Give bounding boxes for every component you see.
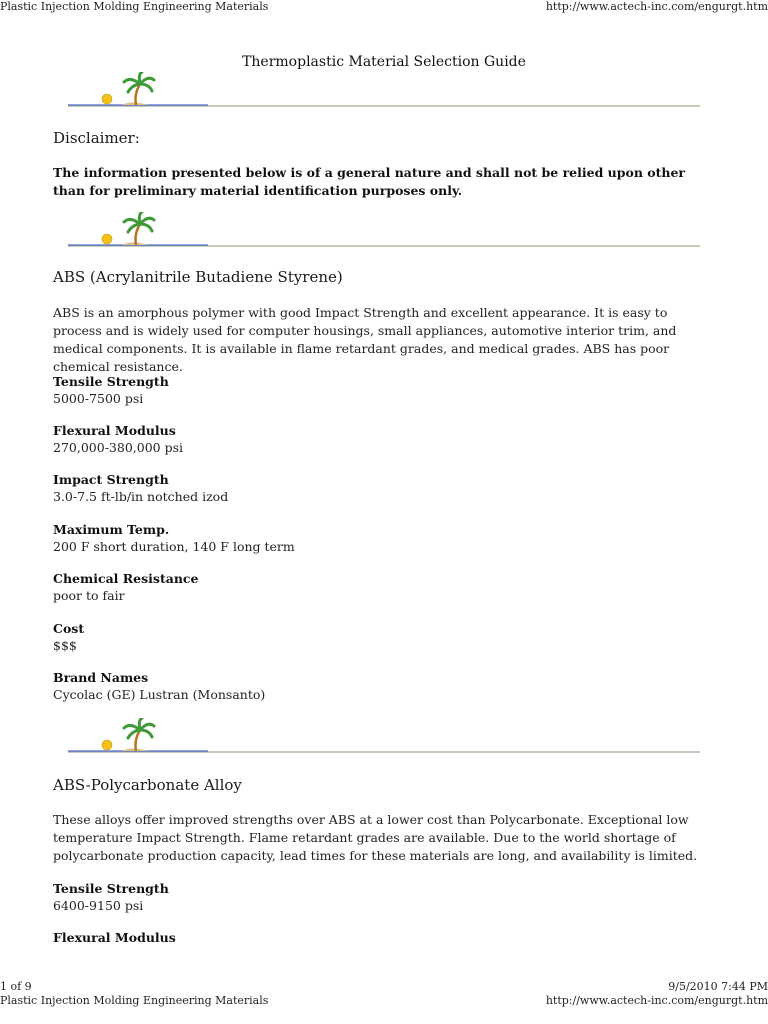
disclaimer-text: The information presented below is of a general nature and shall not be relied upon other than for preliminary material identification purposes only. xyxy=(53,165,686,198)
palm-island-divider-icon xyxy=(68,718,700,758)
property-label: Chemical Resistance xyxy=(53,571,199,586)
abs-pc-description: These alloys offer improved strengths over ABS at a lower cost than Polycarbonate. Exceptional low temperature Impact Strength. Flame retardant grades are available. Due to the world shortage of polycarbonate production capacity, lead times for these materials are long, and availability is limited. xyxy=(53,812,698,863)
property-value: 6400-9150 psi xyxy=(53,898,144,913)
property-value: 200 F short duration, 140 F long term xyxy=(53,539,295,554)
abs-property xyxy=(53,422,713,456)
palm-island-divider-icon xyxy=(68,212,700,252)
header-url[interactable]: http://www.actech-inc.com/engurgt.htm xyxy=(545,0,768,13)
property-label: Maximum Temp. xyxy=(53,522,170,537)
abs-property xyxy=(53,570,713,604)
footer-datetime: 9/5/2010 7:44 PM xyxy=(668,980,768,993)
footer-page-title: Plastic Injection Molding Engineering Materials xyxy=(0,994,269,1007)
abs-pc-property xyxy=(53,880,713,914)
abs-property xyxy=(53,521,713,555)
property-value: $$$ xyxy=(53,638,77,653)
abs-pc-heading: ABS-Polycarbonate Alloy xyxy=(53,776,242,794)
abs-property xyxy=(53,373,713,407)
footer-url[interactable]: http://www.actech-inc.com/engurgt.htm xyxy=(545,994,768,1007)
abs-description: ABS is an amorphous polymer with good Impact Strength and excellent appearance. It is easy to process and is widely used for computer housings, small appliances, automotive interior trim, and medical components. It is available in flame retardant grades, and medical grades. ABS has poor chemical resistance. xyxy=(53,305,677,374)
abs-heading: ABS (Acrylanitrile Butadiene Styrene) xyxy=(53,268,343,286)
property-value: poor to fair xyxy=(53,588,125,603)
property-label: Tensile Strength xyxy=(53,374,169,389)
abs-property xyxy=(53,669,713,703)
abs-pc-property xyxy=(53,929,713,946)
property-label: Brand Names xyxy=(53,670,149,685)
property-value: 5000-7500 psi xyxy=(53,391,144,406)
property-label: Flexural Modulus xyxy=(53,423,176,438)
footer-page-number: 1 of 9 xyxy=(0,980,32,993)
page-title: Thermoplastic Material Selection Guide xyxy=(242,54,526,70)
header-page-title: Plastic Injection Molding Engineering Materials xyxy=(0,0,269,13)
property-label: Tensile Strength xyxy=(53,881,169,896)
property-label: Flexural Modulus xyxy=(53,930,176,945)
property-value: 3.0-7.5 ft-lb/in notched izod xyxy=(53,489,229,504)
property-label: Impact Strength xyxy=(53,472,169,487)
disclaimer-heading: Disclaimer: xyxy=(53,129,140,147)
property-value: Cycolac (GE) Lustran (Monsanto) xyxy=(53,687,266,702)
abs-property xyxy=(53,620,713,654)
abs-property xyxy=(53,471,713,505)
palm-island-divider-icon xyxy=(68,72,700,112)
property-label: Cost xyxy=(53,621,85,636)
property-value: 270,000-380,000 psi xyxy=(53,440,183,455)
